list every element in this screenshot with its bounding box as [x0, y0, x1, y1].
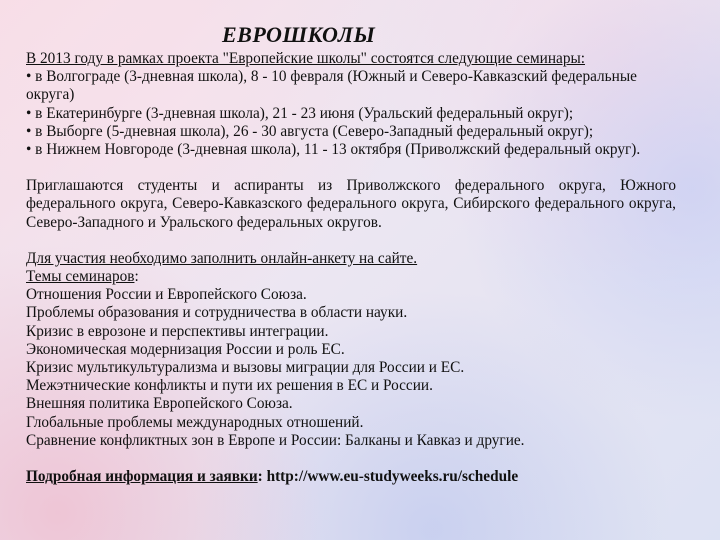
seminar-item: • в Выборге (5-дневная школа), 26 - 30 августа (Северо-Западный федеральный округ); — [26, 122, 594, 140]
topics-colon: : — [134, 268, 139, 286]
application-link[interactable]: Для участия необходимо заполнить онлайн-анкету на сайте. — [26, 249, 418, 267]
details-line — [26, 468, 676, 486]
details-url-link[interactable]: http://www.eu-studyweeks.ru/schedule — [266, 468, 519, 486]
topics-label: Темы семинаров — [26, 268, 135, 286]
seminar-item: • в Екатеринбурге (3-дневная школа), 21 - 23 июня (Уральский федеральный округ); — [26, 104, 574, 122]
topic-item: Экономическая модернизация России и роль ЕС. — [26, 340, 345, 358]
seminar-item: • в Волгограде (3-дневная школа), 8 - 10 февраля (Южный и Северо-Кавказский федеральные округа) — [26, 68, 637, 104]
details-label: Подробная информация и заявки — [26, 468, 258, 486]
topic-item: Отношения России и Европейского Союза. — [26, 286, 307, 304]
topic-item: Внешняя политика Европейского Союза. — [26, 395, 293, 413]
topic-item: Кризис мультикультурализма и вызовы миграции для России и ЕС. — [26, 359, 465, 377]
topic-item: Кризис в еврозоне и перспективы интеграции. — [26, 322, 329, 340]
spacer — [26, 450, 676, 468]
intro-text: В 2013 году в рамках проекта "Европейские школы" состоятся следующие семинары: — [26, 50, 585, 67]
seminar-item: • в Нижнем Новгороде (3-дневная школа), 11 - 13 октября (Приволжский федеральный округ). — [26, 141, 641, 159]
topic-item: Сравнение конфликтных зон в Европе и России: Балканы и Кавказ и другие. — [26, 431, 525, 449]
topic-item: Межэтнические конфликты и пути их решения в ЕС и России. — [26, 377, 433, 395]
page-title: ЕВРОШКОЛЫ — [222, 22, 376, 47]
invitation-text: Приглашаются студенты и аспиранты из Приволжского федерального округа, Южного федерального округа, Северо-Кавказского федерального округа, Сибирского федерального округа, Северо-Западного и Уральского федеральных округов. — [26, 177, 676, 231]
topics-heading — [26, 268, 676, 286]
details-separator: : — [257, 468, 267, 486]
document-body — [26, 50, 676, 486]
topics-list — [26, 286, 676, 450]
spacer — [26, 159, 676, 177]
spacer — [26, 232, 676, 250]
seminar-list — [26, 68, 676, 159]
topic-item: Глобальные проблемы международных отношений. — [26, 413, 364, 431]
topic-item: Проблемы образования и сотрудничества в области науки. — [26, 304, 408, 322]
